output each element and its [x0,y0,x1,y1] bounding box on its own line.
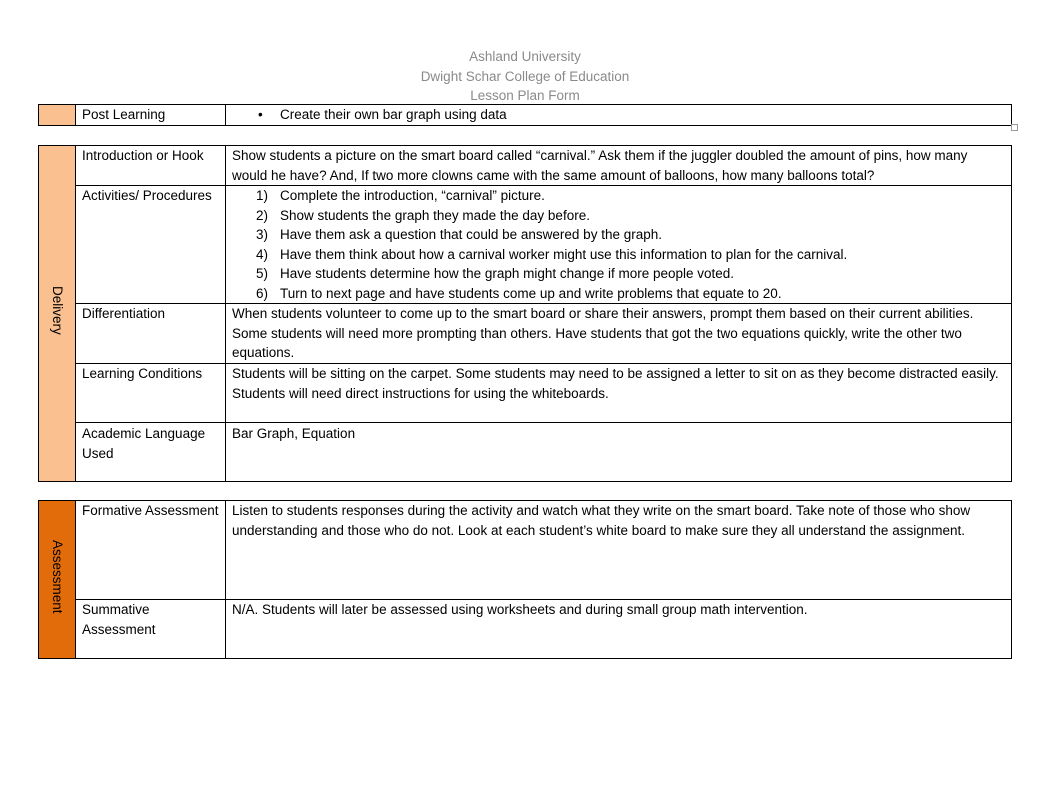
conditions-label: Learning Conditions [76,364,226,423]
list-item: 2) Show students the graph they made the day before. [256,207,590,223]
conditions-text: Students will be sitting on the carpet. Some students may need to be assigned a letter to sit on as they become distracted easily. Students will need direct instructions for using the whiteboards. [226,364,1012,423]
differentiation-label: Differentiation [76,304,226,364]
post-learning-band [39,105,76,126]
differentiation-text: When students volunteer to come up to the smart board or share their answers, prompt them based on their current abilities. Some students will need more prompting than others. Have students that got the two equations quickly, write the other two equations. [226,304,1012,364]
table-resize-handle-icon [1011,124,1018,131]
delivery-band [39,146,76,482]
post-learning-content [226,105,1012,126]
assessment-table [38,500,1012,659]
intro-label: Introduction or Hook [76,146,226,186]
formative-text: Listen to students responses during the activity and watch what they write on the smart board. Take note of those who show understanding and those who do not. Look at each student’s white board to make sure they all understand the assignment. [226,501,1012,600]
post-learning-table [38,104,1012,126]
list-item: 1) Complete the introduction, “carnival” picture. [256,188,545,203]
activities-list [232,186,1005,303]
college-name: Dwight Schar College of Education [420,68,630,84]
list-item: 6) Turn to next page and have students come up and write problems that equate to 20. [256,285,782,301]
language-label: Academic Language Used [76,423,226,482]
activities-label: Activities/ Procedures [76,186,226,304]
document-header [0,47,1050,106]
list-item: 4) Have them think about how a carnival worker might use this information to plan for the carnival. [256,246,848,262]
delivery-section-label: Delivery [50,286,65,336]
bullet-icon: • [258,107,263,122]
language-text: Bar Graph, Equation [226,423,1012,482]
assessment-section-label: Assessment [50,539,65,614]
formative-label: Formative Assessment [76,501,226,600]
post-learning-bullet [232,105,1005,125]
form-title: Lesson Plan Form [470,88,580,103]
list-item: 3) Have them ask a question that could be answered by the graph. [256,227,662,242]
assessment-band [39,501,76,659]
intro-text: Show students a picture on the smart board called “carnival.” Ask them if the juggler doubled the amount of pins, how many would he have? And, If two more clowns came with the same amount of balloons, how many balloons total? [226,146,1012,186]
list-item: 5) Have students determine how the graph might change if more people voted. [256,266,735,281]
post-learning-text: Create their own bar graph using data [280,107,507,122]
summative-label: Summative Assessment [76,600,226,659]
activities-content [226,186,1012,304]
summative-text: N/A. Students will later be assessed using worksheets and during small group math intervention. [226,600,1012,659]
delivery-table [38,145,1012,482]
post-learning-label: Post Learning [76,105,226,126]
university-name: Ashland University [469,49,581,64]
